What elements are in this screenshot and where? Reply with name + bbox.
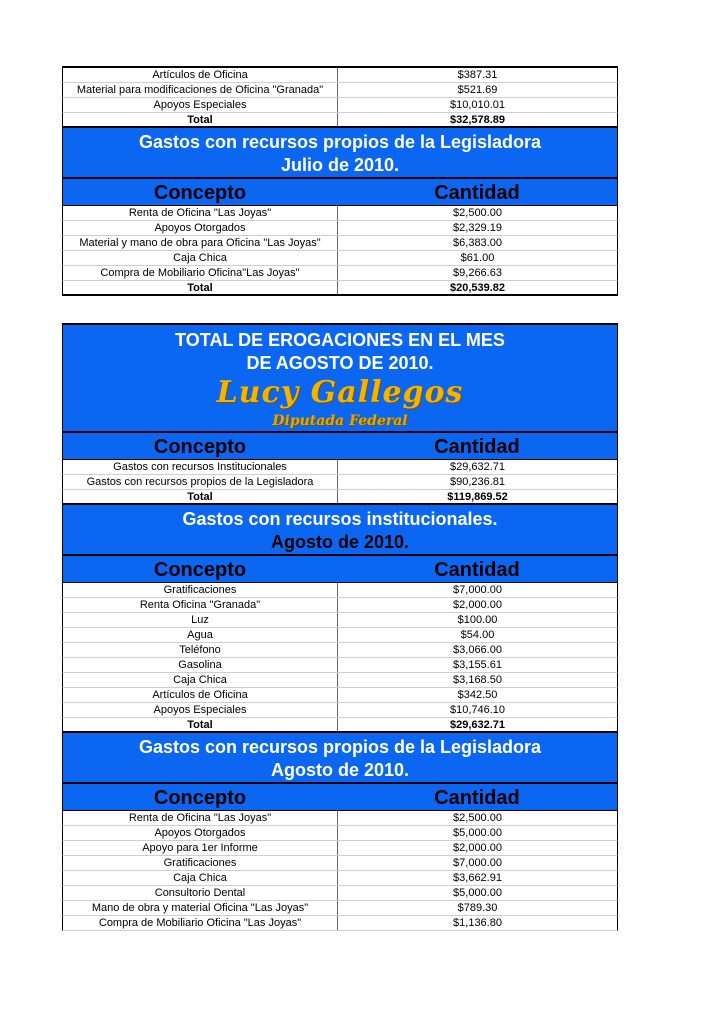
section-banner-agosto-propios xyxy=(62,733,618,811)
amount-cell: $3,155.61 xyxy=(453,659,502,671)
concept-cell: Apoyos Otorgados xyxy=(63,221,338,235)
section-title: Gastos con recursos propios de la Legisladora xyxy=(138,737,542,757)
total-label: Total xyxy=(63,113,338,126)
section-banner-agosto-total xyxy=(62,325,618,460)
concept-cell: Apoyos Especiales xyxy=(63,703,338,717)
section-banner-julio-propios xyxy=(62,128,618,206)
table-julio-section xyxy=(62,66,618,296)
table-agosto-section xyxy=(62,323,618,931)
column-header xyxy=(63,431,617,460)
total-row xyxy=(62,281,618,296)
concept-cell: Apoyo para 1er Informe xyxy=(63,841,338,855)
table-row xyxy=(62,583,618,598)
amount-cell: $100.00 xyxy=(457,614,498,626)
table-row xyxy=(62,673,618,688)
section-title: Gastos con recursos propios de la Legisladora xyxy=(138,132,542,152)
amount-cell: $2,000.00 xyxy=(453,599,502,611)
column-header xyxy=(63,177,617,206)
amount-cell: $9,266.63 xyxy=(453,267,502,279)
amount-cell: $3,066.00 xyxy=(453,644,502,656)
concept-cell: Gasolina xyxy=(63,658,338,672)
concept-cell: Caja Chica xyxy=(63,871,338,885)
amount-cell: $3,168.50 xyxy=(453,674,502,686)
table-row xyxy=(62,460,618,475)
concept-cell: Teléfono xyxy=(63,643,338,657)
concept-cell: Compra de Mobiliario Oficina"Las Joyas" xyxy=(63,266,338,280)
concept-cell: Renta Oficina "Granada" xyxy=(63,598,338,612)
logo-subtitle: Diputada Federal xyxy=(272,413,408,429)
total-row xyxy=(62,490,618,505)
table-row xyxy=(62,68,618,83)
concept-cell: Gastos con recursos propios de la Legisladora xyxy=(63,475,338,489)
table-row xyxy=(62,688,618,703)
section-banner-agosto-institucionales xyxy=(62,505,618,583)
col-concept-header: Concepto xyxy=(153,436,247,458)
concept-cell: Luz xyxy=(63,613,338,627)
amount-cell: $5,000.00 xyxy=(453,827,502,839)
section-title: TOTAL DE EROGACIONES EN EL MES xyxy=(175,330,505,350)
table-row xyxy=(62,628,618,643)
amount-cell: $10,746.10 xyxy=(449,704,506,716)
table-row xyxy=(62,83,618,98)
table-row xyxy=(62,826,618,841)
section-subtitle: Julio de 2010. xyxy=(280,155,400,175)
concept-cell: Gastos con recursos Institucionales xyxy=(63,460,338,474)
amount-cell: $2,329.19 xyxy=(453,222,502,234)
concept-cell: Gratificaciones xyxy=(63,856,338,870)
logo-name: Lucy Gallegos xyxy=(216,375,464,410)
amount-cell: $2,500.00 xyxy=(453,207,502,219)
table-row xyxy=(62,475,618,490)
amount-cell: $90,236.81 xyxy=(449,476,506,488)
table-row xyxy=(62,613,618,628)
concept-cell: Apoyos Otorgados xyxy=(63,826,338,840)
concept-cell: Caja Chica xyxy=(63,251,338,265)
table-row xyxy=(62,206,618,221)
table-row xyxy=(62,871,618,886)
amount-cell: $789.30 xyxy=(457,902,498,914)
amount-cell: $387.31 xyxy=(457,69,498,81)
amount-cell: $2,500.00 xyxy=(453,812,502,824)
section-subtitle: Agosto de 2010. xyxy=(270,760,410,780)
column-header xyxy=(63,782,617,811)
concept-cell: Artículos de Oficina xyxy=(63,68,338,82)
total-row xyxy=(62,718,618,733)
amount-cell: $54.00 xyxy=(460,629,495,641)
col-amount-header: Cantidad xyxy=(434,787,520,809)
concept-cell: Material y mano de obra para Oficina "Las Joyas" xyxy=(63,236,338,250)
total-amount: $29,632.71 xyxy=(449,719,506,731)
col-concept-header: Concepto xyxy=(153,559,247,581)
col-amount-header: Cantidad xyxy=(434,182,520,204)
concept-cell: Artículos de Oficina xyxy=(63,688,338,702)
col-concept-header: Concepto xyxy=(153,182,247,204)
amount-cell: $61.00 xyxy=(460,252,495,264)
concept-cell: Gratificaciones xyxy=(63,583,338,597)
concept-cell: Material para modificaciones de Oficina "Granada" xyxy=(63,83,338,97)
total-label: Total xyxy=(63,281,338,294)
amount-cell: $3,662.91 xyxy=(453,872,502,884)
amount-cell: $342.50 xyxy=(457,689,498,701)
col-amount-header: Cantidad xyxy=(434,436,520,458)
total-row xyxy=(62,113,618,128)
column-header xyxy=(63,554,617,583)
concept-cell: Apoyos Especiales xyxy=(63,98,338,112)
concept-cell: Caja Chica xyxy=(63,673,338,687)
concept-cell: Agua xyxy=(63,628,338,642)
table-row xyxy=(62,643,618,658)
concept-cell: Compra de Mobiliario Oficina "Las Joyas" xyxy=(63,916,338,930)
concept-cell: Renta de Oficina "Las Joyas" xyxy=(63,811,338,825)
table-row xyxy=(62,856,618,871)
table-row xyxy=(62,221,618,236)
total-label: Total xyxy=(63,490,338,503)
amount-cell: $521.69 xyxy=(457,84,498,96)
section-title: Gastos con recursos institucionales. xyxy=(182,509,498,529)
concept-cell: Consultorio Dental xyxy=(63,886,338,900)
amount-cell: $7,000.00 xyxy=(453,584,502,596)
table-row xyxy=(62,251,618,266)
amount-cell: $1,136.80 xyxy=(453,917,502,929)
table-row xyxy=(62,916,618,931)
section-subtitle: Agosto de 2010. xyxy=(270,532,410,552)
table-row xyxy=(62,266,618,281)
total-amount: $119,869.52 xyxy=(447,491,508,503)
col-concept-header: Concepto xyxy=(153,787,247,809)
table-row xyxy=(62,841,618,856)
table-row xyxy=(62,598,618,613)
amount-cell: $10,010.01 xyxy=(449,99,506,111)
total-amount: $20,539.82 xyxy=(449,282,506,294)
total-amount: $32,578.89 xyxy=(449,114,506,126)
table-row xyxy=(62,901,618,916)
concept-cell: Renta de Oficina "Las Joyas" xyxy=(63,206,338,220)
amount-cell: $2,000.00 xyxy=(453,842,502,854)
amount-cell: $29,632.71 xyxy=(449,461,506,473)
table-row xyxy=(62,811,618,826)
table-row xyxy=(62,98,618,113)
amount-cell: $5,000.00 xyxy=(453,887,502,899)
col-amount-header: Cantidad xyxy=(434,559,520,581)
amount-cell: $6,383.00 xyxy=(453,237,502,249)
table-row xyxy=(62,658,618,673)
section-subtitle: DE AGOSTO DE 2010. xyxy=(246,353,434,373)
table-row xyxy=(62,236,618,251)
total-label: Total xyxy=(63,718,338,731)
amount-cell: $7,000.00 xyxy=(453,857,502,869)
concept-cell: Mano de obra y material Oficina "Las Joyas" xyxy=(63,901,338,915)
table-row xyxy=(62,703,618,718)
table-row xyxy=(62,886,618,901)
